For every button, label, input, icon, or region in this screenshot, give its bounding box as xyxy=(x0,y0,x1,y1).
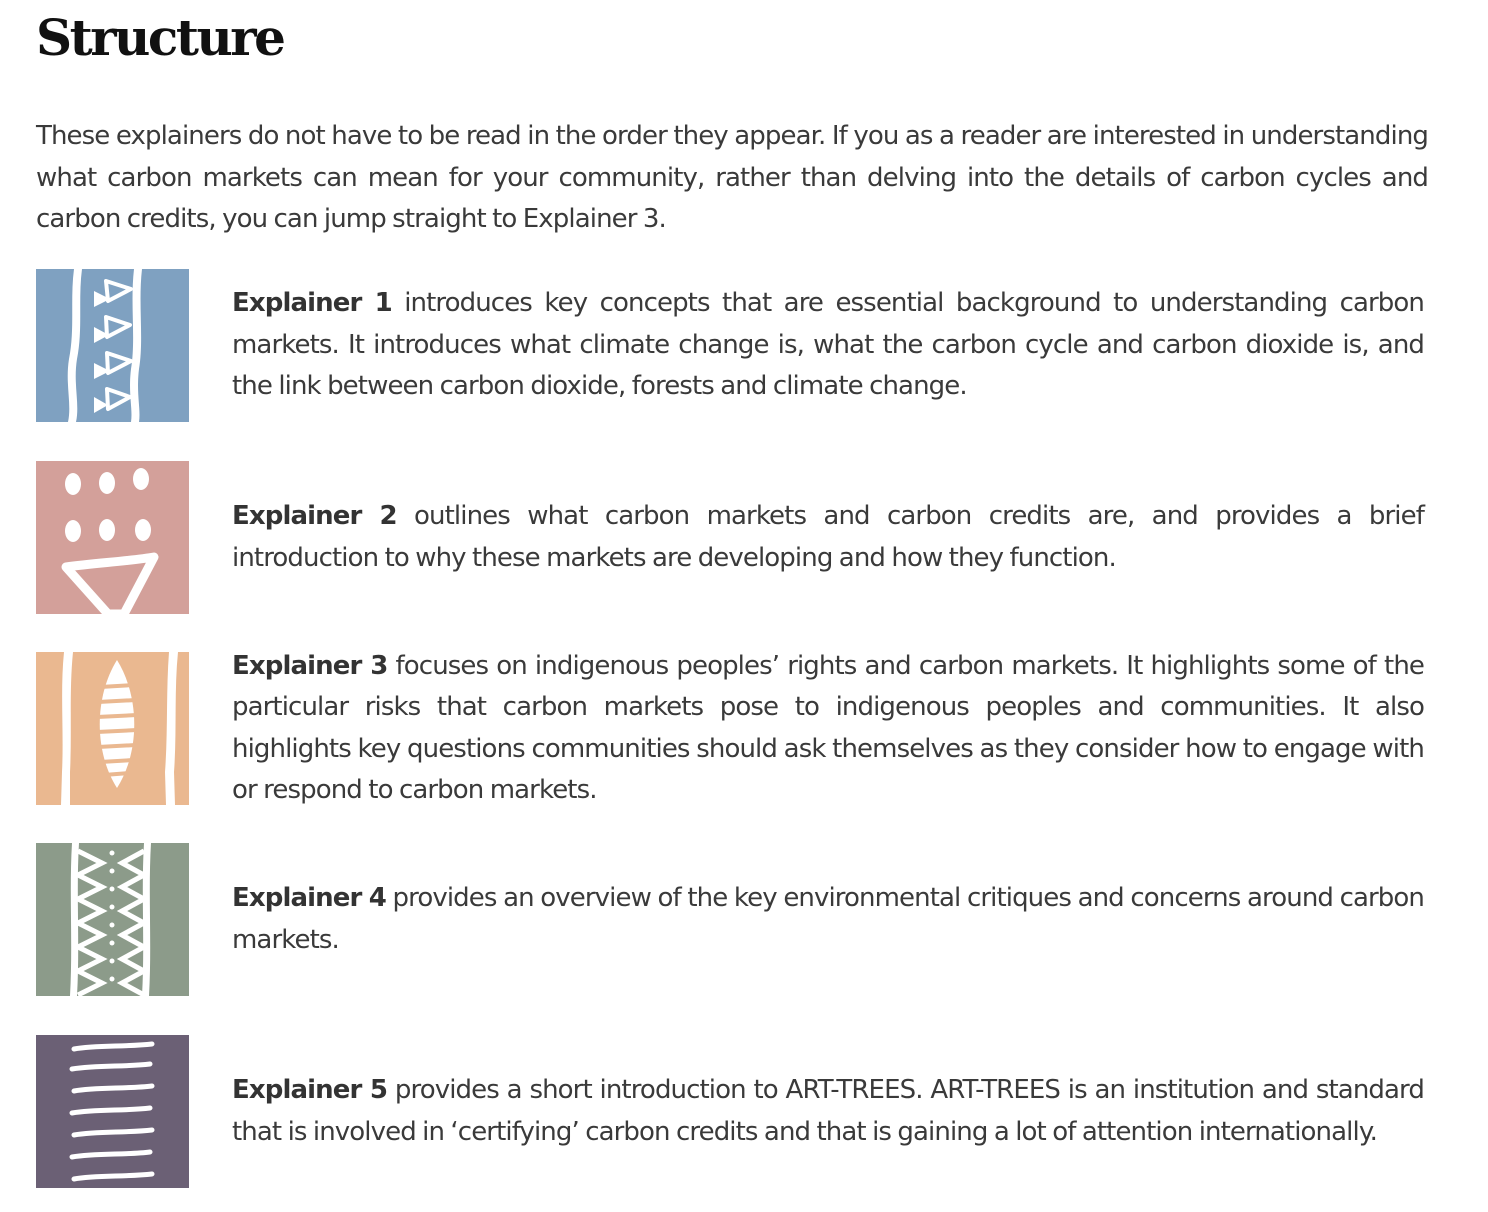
explainer-description xyxy=(232,1035,1424,1188)
triangle-column-pattern-icon xyxy=(36,269,189,422)
zigzag-dotted-pattern-icon xyxy=(36,843,189,996)
explainer-item-2 xyxy=(36,461,1428,614)
explainer-description xyxy=(232,843,1424,996)
explainer-text: provides an overview of the key environmental critiques and concerns around carbon markets. xyxy=(232,883,1424,955)
explainer-item-1 xyxy=(36,269,1428,422)
page-title: Structure xyxy=(36,8,284,67)
explainer-text: introduces key concepts that are essential background to understanding carbon markets. It introduces what climate change is, what the carbon cycle and carbon dioxide is, and the link between carbon dioxide, forests and climate change. xyxy=(232,288,1424,402)
explainer-description xyxy=(232,461,1424,614)
explainer-title: Explainer 3 xyxy=(232,650,388,681)
intro-paragraph: These explainers do not have to be read in the order they appear. If you as a reader are interested in understanding what carbon markets can mean for your community, rather than delving into the details of carbon cycles and carbon credits, you can jump straight to Explainer 3. xyxy=(36,121,1428,234)
explainer-description xyxy=(232,269,1424,422)
explainer-item-4 xyxy=(36,843,1428,996)
explainer-title: Explainer 2 xyxy=(232,501,397,531)
explainer-description xyxy=(232,652,1424,805)
explainer-text: outlines what carbon markets and carbon credits are, and provides a brief introduction to why these markets are developing and how they function. xyxy=(232,501,1424,573)
dots-and-triangle-pattern-icon xyxy=(36,461,189,614)
explainer-text: focuses on indigenous peoples’ rights and carbon markets. It highlights some of the particular risks that carbon markets pose to indigenous peoples and communities. It also highlights key questions communities should ask themselves as they consider how to engage with or respond to carbon markets. xyxy=(232,650,1424,805)
explainer-item-5 xyxy=(36,1035,1428,1188)
explainer-text: provides a short introduction to ART-TREES. ART-TREES is an institution and standard that is involved in ‘certifying’ carbon credits and that is gaining a lot of attention internationally. xyxy=(232,1075,1424,1147)
horizontal-strokes-pattern-icon xyxy=(36,1035,189,1188)
explainer-title: Explainer 5 xyxy=(232,1075,388,1105)
striped-seed-pattern-icon xyxy=(36,652,189,805)
explainer-item-3 xyxy=(36,652,1428,805)
explainer-title: Explainer 1 xyxy=(232,288,392,319)
explainer-title: Explainer 4 xyxy=(232,883,386,913)
